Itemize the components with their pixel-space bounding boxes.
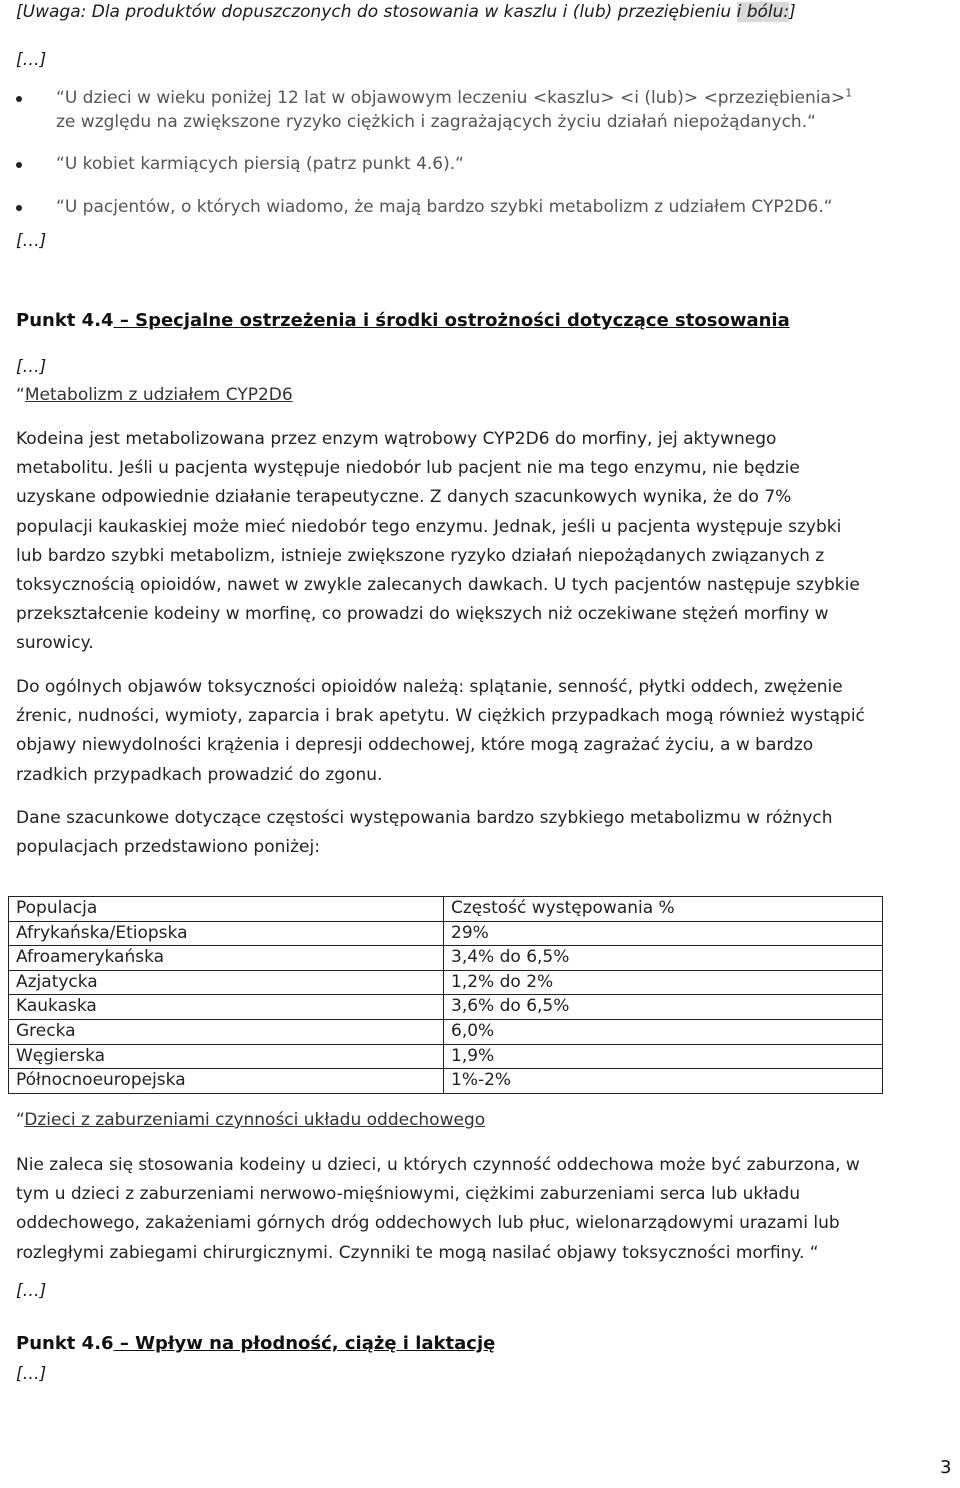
note-prefix: [Uwaga: Dla produktów dopuszczonych do stosowania w kaszlu i (lub) przeziębieniu (16, 2, 737, 22)
bullet-text (56, 86, 852, 134)
section-dash: – (113, 1333, 136, 1354)
table-cell-frequency: 3,4% do 6,5% (444, 946, 883, 970)
paragraph-line: tym u dzieci z zaburzeniami nerwowo-mięśniowymi, ciężkimi zaburzeniami serca lub układu (16, 1184, 801, 1205)
paragraph-line: przekształcenie kodeiny w morfinę, co prowadzi do większych niż oczekiwane stężeń morfiny w (16, 604, 829, 625)
paragraph-line: oddechowego, zakażeniami górnych dróg oddechowych lub płuc, wielonarządowymi urazami lub (16, 1213, 840, 1234)
footnote-ref: 1 (845, 86, 853, 100)
table-cell-population: Afroamerykańska (9, 946, 444, 970)
table-cell-population: Afrykańska/Etiopska (9, 922, 444, 946)
paragraph-line-text: rozległymi zabiegami chirurgicznymi. Czynniki te mogą nasilać objawy toksyczności morfiny. (16, 1242, 805, 1263)
bullet-text (56, 152, 464, 176)
paragraph-line: rzadkich przypadkach prowadzić do zgonu. (16, 764, 383, 785)
paragraph-line: objawy niewydolności krążenia i depresji oddechowej, które mogą zagrażać życiu, a w bardzo (16, 735, 814, 756)
table-row (9, 971, 883, 996)
paragraph-line: źrenic, nudności, wymioty, zaparcia i brak apetytu. W ciężkich przypadkach mogą również wystąpić (16, 706, 865, 727)
table-row (9, 1045, 883, 1070)
bullet-item-cyp2d6 (16, 195, 946, 219)
paragraph-line: toksycznością opioidów, nawet w zwykle zalecanych dawkach. U tych pacjentów następuje szybkie (16, 575, 860, 596)
quote-open: “ (16, 1110, 25, 1130)
bullet-item-breastfeeding (16, 152, 946, 176)
section-heading-4-4 (16, 310, 790, 331)
subheading-text: Dzieci z zaburzeniami czynności układu oddechowego (24, 1110, 486, 1130)
frequency-table (8, 896, 883, 1094)
section-dash: – (113, 310, 136, 331)
bullet-line-1: U dzieci w wieku poniżej 12 lat w objawowym leczeniu <kaszlu> <i (lub)> <przeziębienia> (64, 88, 846, 108)
ellipsis-marker: […] (16, 50, 47, 70)
table-row (9, 1020, 883, 1045)
quote-close: “ (807, 112, 816, 132)
paragraph-line: surowicy. (16, 633, 94, 654)
section-label: Punkt 4.6 (16, 1333, 114, 1354)
paragraph-line: uzyskane odpowiednie działanie terapeutyczne. Z danych szacunkowych wynika, że do 7% (16, 487, 792, 508)
table-cell-population: Węgierska (9, 1045, 444, 1069)
bullet-line: U kobiet karmiących piersią (patrz punkt 4.6). (64, 154, 456, 174)
paragraph-line (16, 1239, 946, 1268)
table-header-cell: Populacja (9, 897, 444, 921)
paragraph-line: metabolitu. Jeśli u pacjenta występuje niedobór lub pacjent nie ma tego enzymu, nie będzie (16, 458, 800, 479)
paragraph-line: populacji kaukaskiej może mieć niedobór tego enzymu. Jednak, jeśli u pacjenta występuje szybki (16, 516, 842, 537)
quote-open: “ (56, 197, 65, 217)
table-cell-frequency: 3,6% do 6,5% (444, 995, 883, 1019)
paragraph-line: lub bardzo szybki metabolizm, istnieje zwiększone ryzyko działań niepożądanych związanych z (16, 545, 825, 566)
paragraph-symptoms (16, 673, 946, 790)
subheading-text: Metabolizm z udziałem CYP2D6 (24, 385, 293, 405)
ellipsis-marker: […] (16, 357, 47, 377)
table-row (9, 1069, 883, 1094)
note-highlight: i bólu: (736, 2, 790, 22)
table-header-row (9, 897, 883, 922)
section-title: Wpływ na płodność, ciążę i laktację (135, 1333, 496, 1354)
quote-close: “ (455, 154, 464, 174)
paragraph-estimates (16, 804, 946, 862)
ellipsis-marker: […] (16, 1281, 47, 1301)
subheading-metabolism (16, 385, 293, 405)
bullet-icon (16, 205, 22, 211)
bullet-text (56, 195, 833, 219)
paragraph-metabolism (16, 425, 946, 659)
note-line (16, 2, 796, 22)
section-label: Punkt 4.4 (16, 310, 114, 331)
table-row (9, 995, 883, 1020)
table-cell-population: Kaukaska (9, 995, 444, 1019)
table-row (9, 922, 883, 947)
quote-close: “ (809, 1242, 819, 1263)
table-header-cell: Częstość występowania % (444, 897, 883, 921)
paragraph-line: Nie zaleca się stosowania kodeiny u dzieci, u których czynność oddechowa może być zaburzona, w (16, 1155, 860, 1175)
table-cell-frequency: 1,9% (444, 1045, 883, 1069)
quote-close: “ (823, 197, 833, 217)
section-heading-4-6 (16, 1333, 495, 1354)
table-cell-frequency: 29% (444, 922, 883, 946)
quote-open: “ (56, 88, 65, 108)
table-row (9, 946, 883, 971)
page-number: 3 (940, 1457, 952, 1478)
ellipsis-marker: […] (16, 1364, 47, 1384)
paragraph-line: Kodeina jest metabolizowana przez enzym wątrobowy CYP2D6 do morfiny, jej aktywnego (16, 429, 777, 449)
bullet-line-2: ze względu na zwiększone ryzyko ciężkich i zagrażających życiu działań niepożądanych. (56, 112, 808, 132)
paragraph-line: Do ogólnych objawów toksyczności opioidów należą: splątanie, senność, płytki oddech, zwężenie (16, 677, 843, 697)
table-cell-population: Azjatycka (9, 971, 444, 995)
bullet-item-children (16, 86, 946, 136)
quote-open: “ (56, 154, 65, 174)
bullet-icon (16, 96, 22, 102)
note-suffix: ] (789, 2, 796, 22)
ellipsis-marker: […] (16, 231, 47, 251)
table-cell-frequency: 6,0% (444, 1020, 883, 1044)
paragraph-line: Dane szacunkowe dotyczące częstości występowania bardzo szybkiego metabolizmu w różnych (16, 808, 833, 828)
bullet-icon (16, 162, 22, 168)
table-cell-frequency: 1%-2% (444, 1069, 883, 1093)
table-cell-population: Grecka (9, 1020, 444, 1044)
section-title: Specjalne ostrzeżenia i środki ostrożności dotyczące stosowania (135, 310, 790, 331)
bullet-line: U pacjentów, o których wiadomo, że mają bardzo szybki metabolizm z udziałem CYP2D6. (64, 197, 824, 217)
table-cell-population: Północnoeuropejska (9, 1069, 444, 1093)
quote-open: “ (16, 385, 25, 405)
paragraph-children (16, 1151, 946, 1268)
subheading-children (16, 1110, 485, 1130)
table-cell-frequency: 1,2% do 2% (444, 971, 883, 995)
paragraph-line: populacjach przedstawiono poniżej: (16, 837, 320, 858)
